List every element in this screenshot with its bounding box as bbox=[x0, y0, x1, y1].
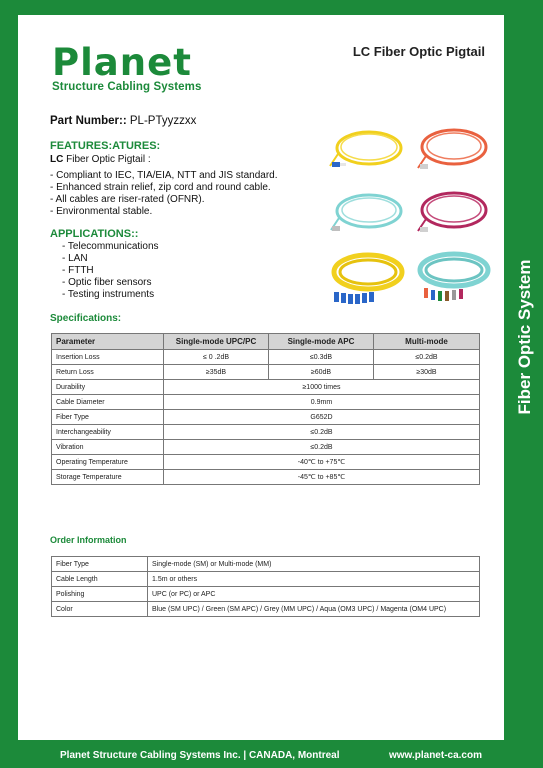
order-information-heading: Order Information bbox=[50, 535, 127, 545]
row-label: Vibration bbox=[52, 440, 164, 455]
feature-item: - Environmental stable. bbox=[50, 206, 153, 217]
yellow-bundle-photo bbox=[328, 249, 406, 308]
table-row bbox=[52, 455, 480, 470]
table-row bbox=[52, 572, 480, 587]
specifications-heading: Specifications: bbox=[50, 313, 122, 324]
table-cell: Blue (SM UPC) / Green (SM APC) / Grey (MM UPC) / Aqua (OM3 UPC) / Magenta (OM4 UPC) bbox=[148, 602, 480, 617]
planet-logo bbox=[52, 41, 202, 93]
column-header: Multi-mode bbox=[374, 334, 480, 350]
applications-list bbox=[62, 241, 159, 301]
application-item: - Testing instruments bbox=[62, 289, 155, 300]
table-row bbox=[52, 365, 480, 380]
orange-pigtail-photo bbox=[414, 122, 492, 179]
logo-wordmark: Planet bbox=[52, 41, 192, 84]
footer-website: www.planet-ca.com bbox=[389, 750, 482, 761]
table-cell: ≤0.3dB bbox=[269, 350, 374, 365]
specifications-table bbox=[51, 333, 480, 485]
row-label: Operating Temperature bbox=[52, 455, 164, 470]
row-label: Polishing bbox=[52, 587, 148, 602]
row-label: Cable Diameter bbox=[52, 395, 164, 410]
table-row bbox=[52, 380, 480, 395]
table-cell: ≤0.2dB bbox=[164, 425, 480, 440]
table-cell: ≥30dB bbox=[374, 365, 480, 380]
footer-company: Planet Structure Cabling Systems Inc. | CANADA, Montreal bbox=[60, 750, 340, 761]
table-cell: ≥60dB bbox=[269, 365, 374, 380]
row-label: Interchangeability bbox=[52, 425, 164, 440]
table-row bbox=[52, 395, 480, 410]
features-intro bbox=[50, 154, 151, 165]
part-number-label: Part Number:: bbox=[50, 115, 127, 127]
table-cell: G652D bbox=[164, 410, 480, 425]
row-label: Return Loss bbox=[52, 365, 164, 380]
table-row bbox=[52, 350, 480, 365]
table-row bbox=[52, 587, 480, 602]
logo-tagline: Structure Cabling Systems bbox=[52, 81, 202, 93]
table-row bbox=[52, 602, 480, 617]
table-row bbox=[52, 470, 480, 485]
features-intro-rest: Fiber Optic Pigtail : bbox=[63, 154, 151, 165]
features-heading: FEATURES:ATURES: bbox=[50, 140, 161, 152]
aqua-bundle-photo bbox=[414, 249, 492, 308]
row-label: Color bbox=[52, 602, 148, 617]
table-row bbox=[52, 440, 480, 455]
table-cell: ≤ 0 .2dB bbox=[164, 350, 269, 365]
table-cell: ≥1000 times bbox=[164, 380, 480, 395]
table-cell: UPC (or PC) or APC bbox=[148, 587, 480, 602]
aqua-pigtail-photo bbox=[328, 185, 406, 242]
feature-item: - All cables are riser-rated (OFNR). bbox=[50, 194, 205, 205]
column-header: Parameter bbox=[52, 334, 164, 350]
applications-heading: APPLICATIONS:: bbox=[50, 228, 139, 240]
product-photos bbox=[328, 122, 492, 308]
page-title: LC Fiber Optic Pigtail bbox=[352, 44, 485, 59]
side-tab bbox=[504, 150, 543, 415]
application-item: - Telecommunications bbox=[62, 241, 159, 252]
features-list bbox=[50, 170, 278, 218]
feature-item: - Enhanced strain relief, zip cord and round cable. bbox=[50, 182, 271, 193]
feature-item: - Compliant to IEC, TIA/EIA, NTT and JIS standard. bbox=[50, 170, 278, 181]
yellow-pigtail-photo bbox=[328, 122, 406, 179]
part-number-value: PL-PTyyzzxx bbox=[129, 115, 197, 127]
table-row bbox=[52, 410, 480, 425]
part-number bbox=[50, 115, 196, 127]
column-header: Single-mode UPC/PC bbox=[164, 334, 269, 350]
table-cell: ≤0.2dB bbox=[164, 440, 480, 455]
table-cell: 1.5m or others bbox=[148, 572, 480, 587]
table-cell: -45℃ to +85℃ bbox=[164, 470, 480, 485]
table-cell: -40℃ to +75℃ bbox=[164, 455, 480, 470]
application-item: - LAN bbox=[62, 253, 88, 264]
row-label: Fiber Type bbox=[52, 557, 148, 572]
table-header-row bbox=[52, 334, 480, 350]
table-cell: 0.9mm bbox=[164, 395, 480, 410]
application-item: - Optic fiber sensors bbox=[62, 277, 152, 288]
table-cell: ≥35dB bbox=[164, 365, 269, 380]
table-cell: Single-mode (SM) or Multi-mode (MM) bbox=[148, 557, 480, 572]
magenta-pigtail-photo bbox=[414, 185, 492, 242]
column-header: Single-mode APC bbox=[269, 334, 374, 350]
application-item: - FTTH bbox=[62, 265, 94, 276]
row-label: Durability bbox=[52, 380, 164, 395]
table-row bbox=[52, 425, 480, 440]
row-label: Insertion Loss bbox=[52, 350, 164, 365]
row-label: Storage Temperature bbox=[52, 470, 164, 485]
order-information-table bbox=[51, 556, 480, 617]
side-tab-text: Fiber Optic System bbox=[515, 259, 534, 415]
row-label: Fiber Type bbox=[52, 410, 164, 425]
table-row bbox=[52, 557, 480, 572]
features-intro-bold: LC bbox=[50, 154, 64, 165]
table-cell: ≤0.2dB bbox=[374, 350, 480, 365]
row-label: Cable Length bbox=[52, 572, 148, 587]
